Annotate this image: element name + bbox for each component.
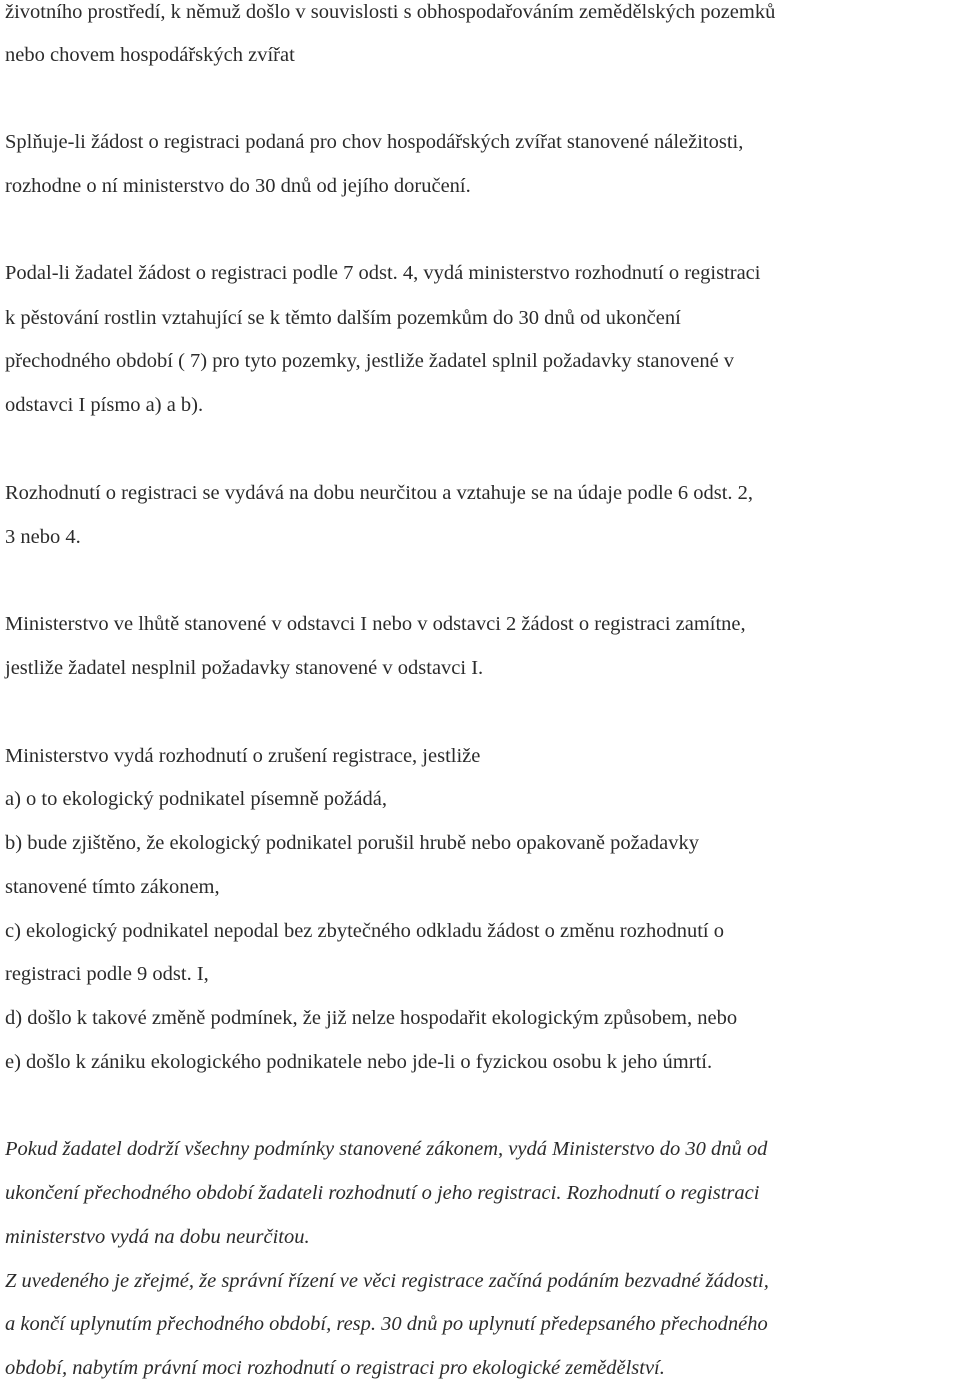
list-item: b) bude zjištěno, že ekologický podnikatel porušil hrubě nebo opakovaně požadavky xyxy=(5,832,699,854)
paragraph-line: Ministerstvo vydá rozhodnutí o zrušení registrace, jestliže xyxy=(5,745,481,767)
paragraph-line: Rozhodnutí o registraci se vydává na dobu neurčitou a vztahuje se na údaje podle 6 odst. 2, xyxy=(5,482,754,504)
list-item: stanovené tímto zákonem, xyxy=(5,876,220,898)
italic-paragraph-line: období, nabytím právní moci rozhodnutí o registraci pro ekologické zemědělství. xyxy=(5,1357,665,1379)
italic-paragraph-line: Pokud žadatel dodrží všechny podmínky stanovené zákonem, vydá Ministerstvo do 30 dnů od xyxy=(5,1138,768,1160)
italic-paragraph-line: a končí uplynutím přechodného období, resp. 30 dnů po uplynutí předepsaného přechodného xyxy=(5,1313,768,1335)
paragraph-line: jestliže žadatel nesplnil požadavky stanovené v odstavci I. xyxy=(5,657,484,679)
list-item: d) došlo k takové změně podmínek, že již nelze hospodařit ekologickým způsobem, nebo xyxy=(5,1007,738,1029)
paragraph-line: Podal-li žadatel žádost o registraci podle 7 odst. 4, vydá ministerstvo rozhodnutí o registraci xyxy=(5,262,761,284)
paragraph-line: Splňuje-li žádost o registraci podaná pro chov hospodářských zvířat stanovené náležitosti, xyxy=(5,131,744,153)
list-item: e) došlo k zániku ekologického podnikatele nebo jde-li o fyzickou osobu k jeho úmrtí. xyxy=(5,1051,713,1073)
paragraph-line: odstavci I písmo a) a b). xyxy=(5,394,204,416)
italic-paragraph-line: ministerstvo vydá na dobu neurčitou. xyxy=(5,1226,310,1248)
list-item: registraci podle 9 odst. I, xyxy=(5,963,209,985)
paragraph-line: nebo chovem hospodářských zvířat xyxy=(5,44,295,66)
italic-paragraph-line: ukončení přechodného období žadateli rozhodnutí o jeho registraci. Rozhodnutí o registraci xyxy=(5,1182,760,1204)
list-item: a) o to ekologický podnikatel písemně požádá, xyxy=(5,788,387,810)
paragraph-line: rozhodne o ní ministerstvo do 30 dnů od jejího doručení. xyxy=(5,175,471,197)
paragraph-line: přechodného období ( 7) pro tyto pozemky, jestliže žadatel splnil požadavky stanovené v xyxy=(5,350,735,372)
list-item: c) ekologický podnikatel nepodal bez zbytečného odkladu žádost o změnu rozhodnutí o xyxy=(5,920,724,942)
paragraph-line: 3 nebo 4. xyxy=(5,526,81,548)
paragraph-line: životního prostředí, k němuž došlo v souvislosti s obhospodařováním zemědělských pozemků xyxy=(5,1,776,23)
paragraph-line: k pěstování rostlin vztahující se k těmto dalším pozemkům do 30 dnů od ukončení xyxy=(5,307,681,329)
italic-paragraph-line: Z uvedeného je zřejmé, že správní řízení ve věci registrace začíná podáním bezvadné žádosti, xyxy=(5,1270,769,1292)
paragraph-line: Ministerstvo ve lhůtě stanovené v odstavci I nebo v odstavci 2 žádost o registraci zamítne, xyxy=(5,613,746,635)
